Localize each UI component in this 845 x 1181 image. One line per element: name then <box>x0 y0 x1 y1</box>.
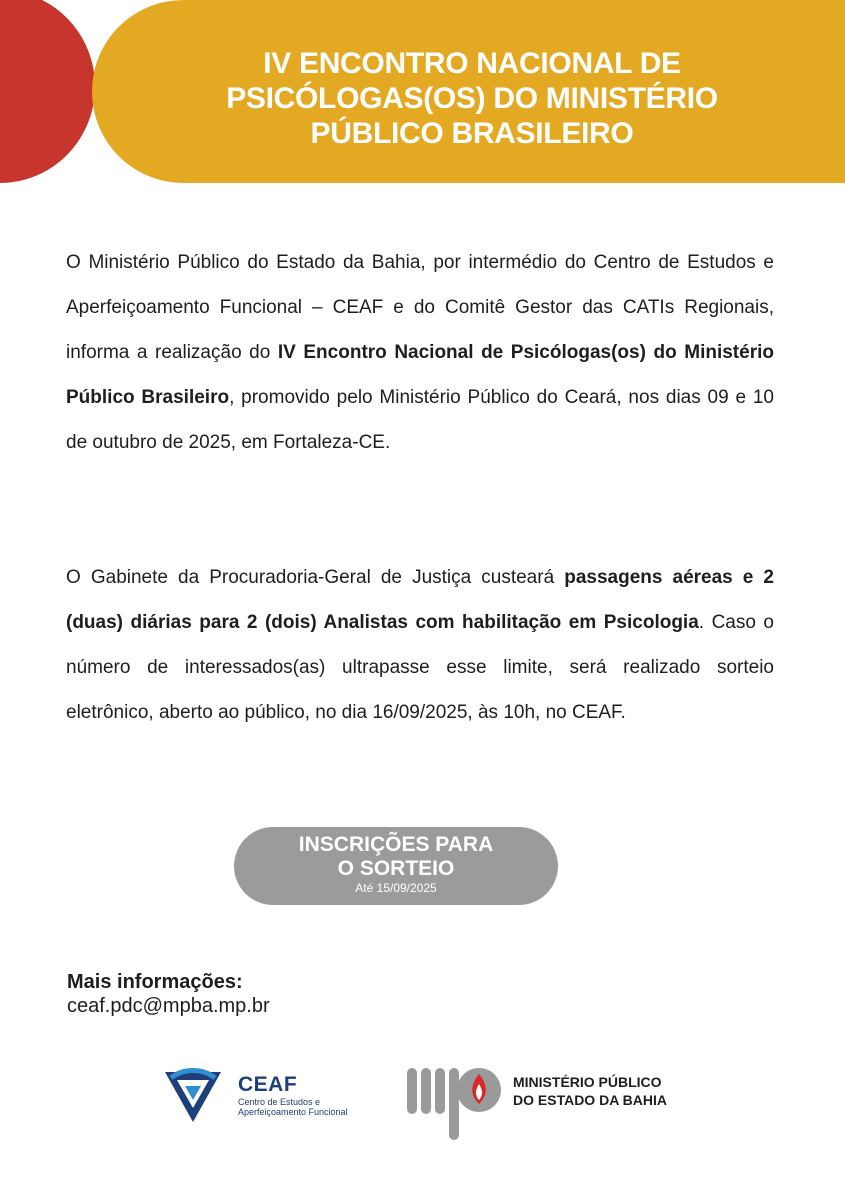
decorative-red-circle <box>0 0 95 183</box>
intro-text-1: O Ministério Público do Estado da Bahia, por intermédio do Centro de Estudos e Aperfeiçoamento Funcional – CEAF e do Comitê Gestor das CATIs Regionais, informa a realização do <box>66 252 774 363</box>
register-button-line-2: O SORTEIO <box>337 857 455 880</box>
title-line-3: PÚBLICO BRASILEIRO <box>310 117 634 150</box>
funding-paragraph <box>66 555 774 735</box>
mp-logo-name-2: DO ESTADO DA BAHIA <box>513 1092 667 1108</box>
contact-email-link[interactable]: ceaf.pdc@mpba.mp.br <box>67 995 270 1017</box>
register-button[interactable] <box>234 827 558 905</box>
ceaf-logo-icon <box>163 1066 223 1124</box>
funding-text-1: O Gabinete da Procuradoria-Geral de Justiça custeará <box>66 567 565 588</box>
ceaf-logo-name: CEAF <box>238 1073 298 1096</box>
mp-logo-stem <box>449 1068 459 1140</box>
ceaf-logo-subtitle-1: Centro de Estudos e <box>238 1097 321 1107</box>
intro-text-2: , promovido pelo Ministério Público do Ceará, nos dias 09 e 10 de outubro de 2025, em Fortaleza-CE. <box>66 387 774 453</box>
mp-logo-name-1: MINISTÉRIO PÚBLICO <box>513 1074 662 1090</box>
more-info-label: Mais informações: <box>67 971 243 993</box>
mp-logo-bar-1 <box>407 1068 417 1114</box>
funding-text-2: . Caso o número de interessados(as) ultrapasse esse limite, será realizado sorteio eletrônico, aberto ao público, no dia 16/09/2025, às 10h, no CEAF. <box>66 612 774 723</box>
title-line-1: IV ENCONTRO NACIONAL DE <box>263 47 681 80</box>
funding-highlight: passagens aéreas e 2 (duas) diárias para 2 (dois) Analistas com habilitação em Psicologia <box>66 567 775 633</box>
title-line-2: PSICÓLOGAS(OS) DO MINISTÉRIO <box>226 82 718 115</box>
mp-logo-bar-3 <box>435 1068 445 1114</box>
register-button-line-1: INSCRIÇÕES PARA <box>298 833 494 856</box>
mp-logo-icon <box>405 1064 505 1142</box>
intro-paragraph <box>66 240 774 465</box>
page-title <box>92 46 845 151</box>
register-deadline: Até 15/09/2025 <box>355 881 437 895</box>
mp-logo-bar-2 <box>421 1068 431 1114</box>
ceaf-logo-subtitle-2: Aperfeiçoamento Funcional <box>238 1107 348 1117</box>
intro-event-name: IV Encontro Nacional de Psicólogas(os) do Ministério Público Brasileiro <box>66 342 774 408</box>
